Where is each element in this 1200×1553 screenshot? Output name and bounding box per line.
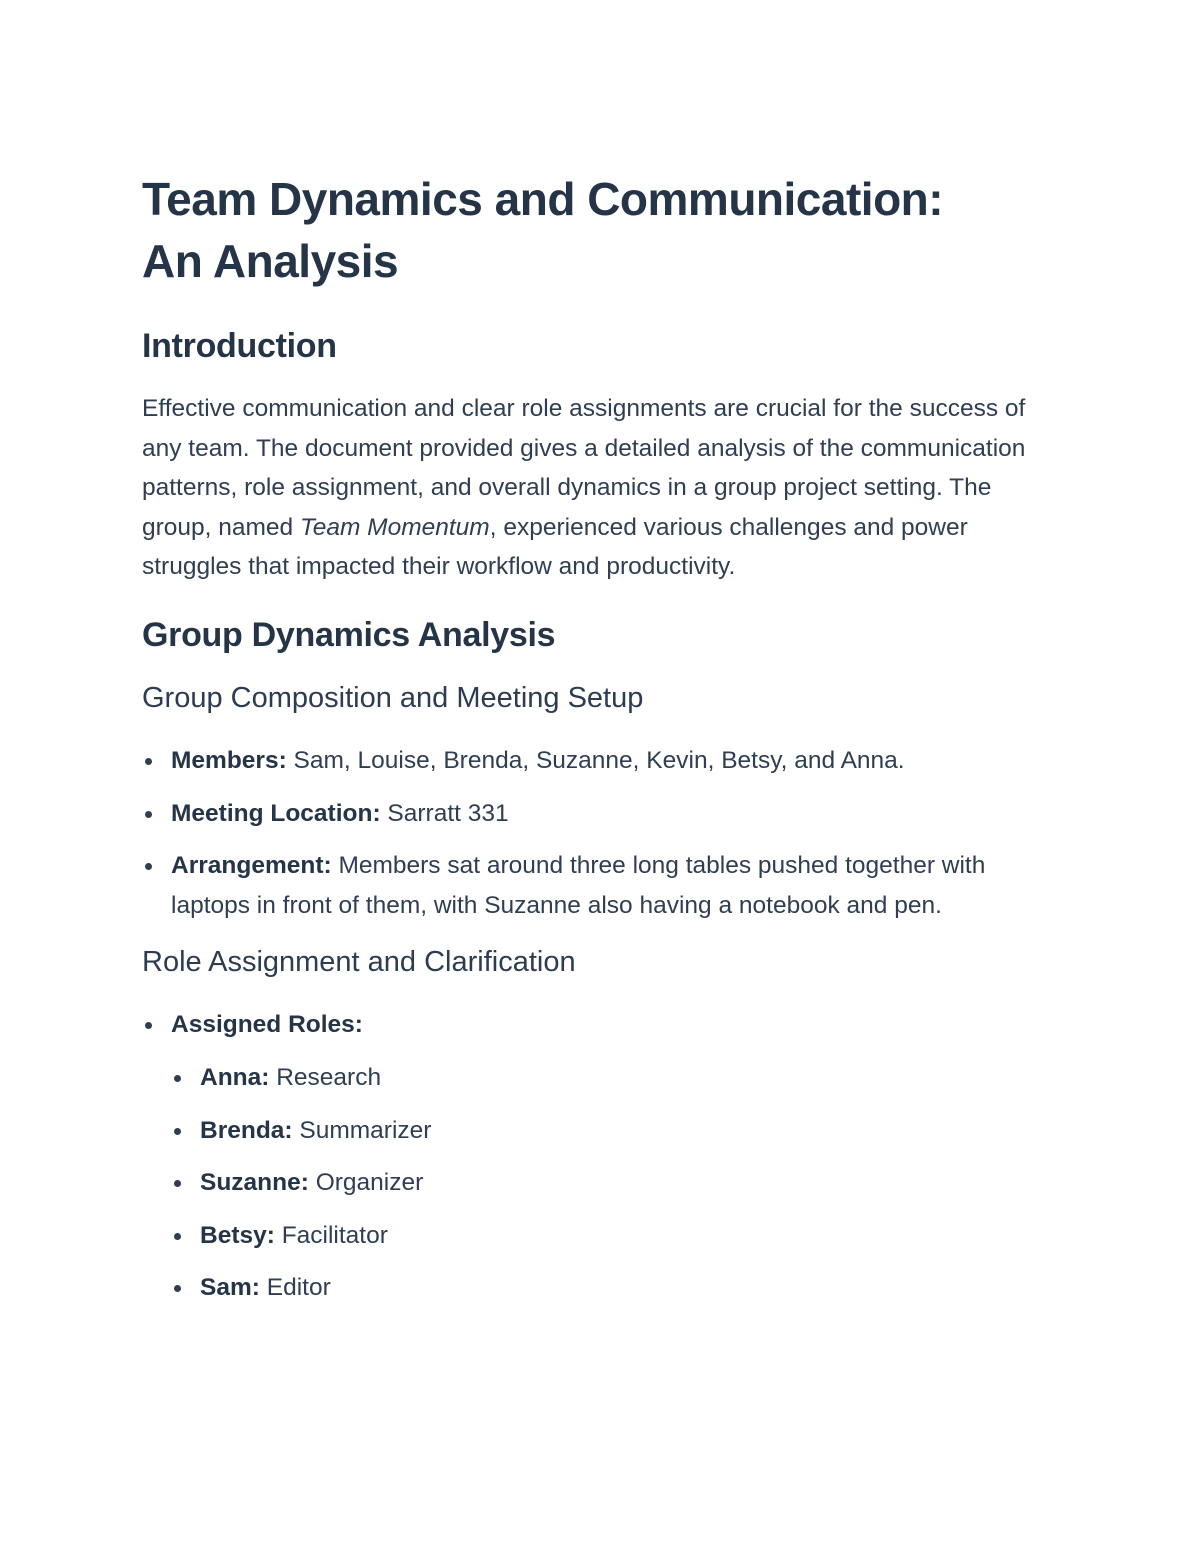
role-name: Anna: — [200, 1063, 270, 1091]
meeting-location-label: Meeting Location: — [171, 799, 381, 827]
intro-text-after: , experienced various challenges and power struggles that impacted their workflow and productivity. — [142, 513, 968, 581]
list-item-role-suzanne — [171, 1163, 1042, 1203]
role-value: Summarizer — [292, 1116, 432, 1144]
members-label: Members: — [171, 746, 287, 774]
role-value: Organizer — [308, 1169, 424, 1197]
title-line-2: An Analysis — [142, 235, 399, 287]
role-name: Brenda: — [200, 1116, 293, 1144]
team-name-italic: Team Momentum — [300, 513, 490, 541]
group-composition-heading: Group Composition and Meeting Setup — [142, 681, 644, 714]
list-item-role-betsy — [171, 1216, 1042, 1256]
list-item-members — [142, 741, 1042, 781]
role-name: Sam: — [200, 1274, 260, 1302]
introduction-paragraph — [142, 389, 1042, 587]
role-value: Facilitator — [274, 1221, 388, 1249]
role-value: Editor — [259, 1274, 331, 1302]
role-assignment-heading: Role Assignment and Clarification — [142, 946, 576, 979]
assigned-roles-sublist — [171, 1058, 1042, 1308]
meeting-location-text: Sarratt 331 — [380, 799, 509, 827]
list-item-arrangement — [142, 846, 1042, 925]
roles-list — [142, 1005, 1042, 1308]
arrangement-label: Arrangement: — [171, 852, 332, 880]
document-title — [142, 168, 1042, 292]
introduction-heading: Introduction — [142, 327, 337, 365]
list-item-meeting-location — [142, 794, 1042, 834]
role-value: Research — [269, 1063, 382, 1091]
group-dynamics-heading: Group Dynamics Analysis — [142, 615, 556, 654]
list-item-role-brenda — [171, 1111, 1042, 1151]
list-item-assigned-roles — [142, 1005, 1042, 1308]
assigned-roles-label: Assigned Roles: — [171, 1011, 363, 1039]
composition-list — [142, 741, 1042, 925]
document-page — [142, 168, 1042, 1321]
arrangement-text: Members sat around three long tables pushed together with laptops in front of them, with Suzanne also having a notebook and pen. — [171, 852, 986, 919]
intro-text-before: Effective communication and clear role assignments are crucial for the success of any team. The document provided gives a detailed analysis of the communication patterns, role assignment, and overall dynamics in a group project setting. The group, named — [142, 395, 1026, 541]
role-name: Betsy: — [200, 1221, 275, 1249]
list-item-role-anna — [171, 1058, 1042, 1098]
role-name: Suzanne: — [200, 1169, 309, 1197]
title-line-1: Team Dynamics and Communication: — [142, 173, 944, 225]
members-text: Sam, Louise, Brenda, Suzanne, Kevin, Betsy, and Anna. — [286, 746, 905, 774]
list-item-role-sam — [171, 1268, 1042, 1308]
